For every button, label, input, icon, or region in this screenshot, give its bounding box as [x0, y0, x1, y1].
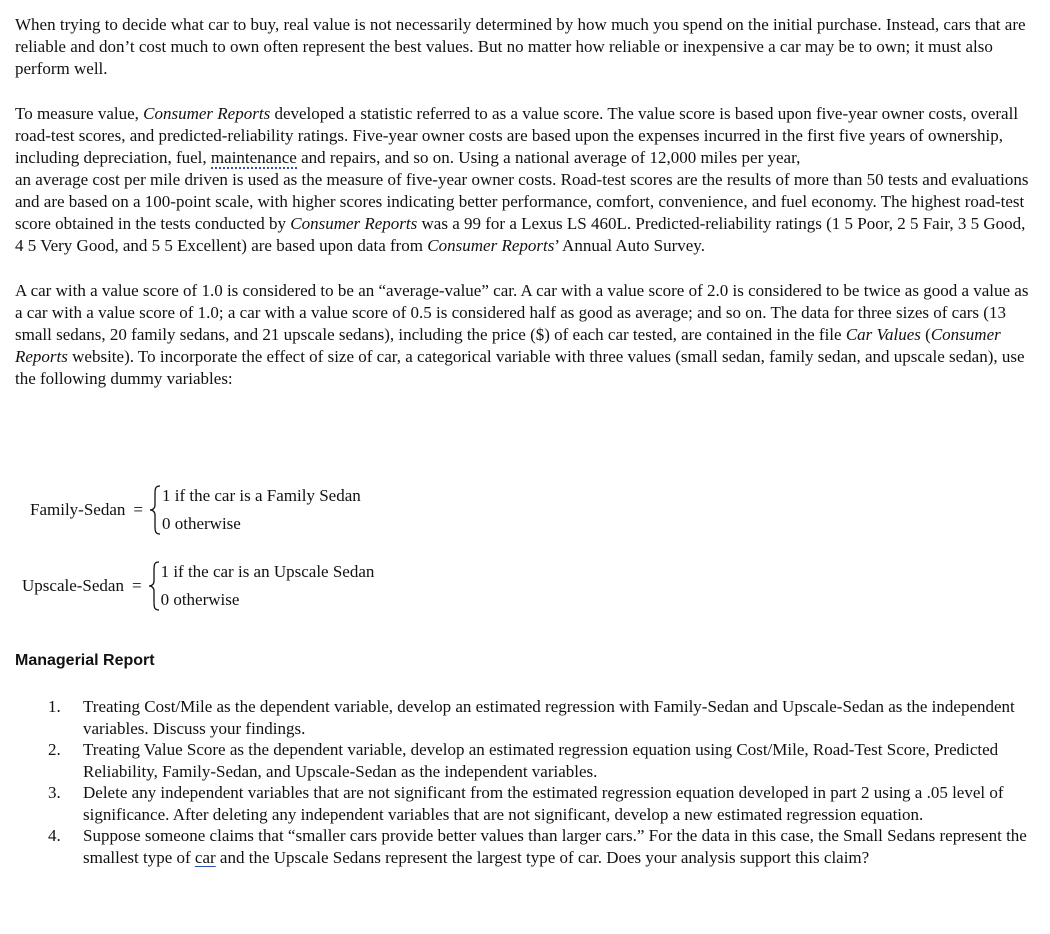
publication-name: Consumer Reports — [290, 214, 418, 233]
text-run: ( — [920, 325, 931, 344]
spellcheck-word[interactable]: maintenance — [210, 148, 297, 167]
equation-lhs: Family-Sedan — [30, 500, 126, 519]
list-number: 1. — [48, 697, 61, 716]
list-text — [83, 825, 1038, 868]
equals-sign: = — [133, 500, 143, 519]
list-item — [48, 825, 1038, 868]
list-number: 3. — [48, 783, 61, 802]
equation-lhs: Upscale-Sedan — [22, 576, 124, 595]
list-item — [48, 739, 1038, 782]
text-run: was a 99 for a Lexus LS 460L. Predicted-reliability ratings (1 5 Poor, 2 5 Fair, 3 5 Good, 4 5 Very Good, and 5 5 Excellent) are based upon data from — [15, 214, 1026, 255]
left-brace-icon — [148, 561, 160, 611]
file-name: Car Values — [845, 325, 921, 344]
equals-sign: = — [131, 576, 142, 595]
text-run: Suppose someone claims that “smaller cars provide better values than larger cars.” For the data in this case, the Small Sedans represent the smallest type of — [83, 826, 1027, 867]
equation-case-2: 0 otherwise — [160, 590, 240, 609]
equation-case-2: 0 otherwise — [161, 514, 241, 533]
dummy-variable-paragraph — [15, 280, 1038, 390]
text-run: an average cost per mile driven is used as the measure of five-year owner costs. Road-test scores are the results of more than 50 tests and evaluations and are based on a 100-point scale, with higher scores indicating better performance, comfort, convenience, and fuel economy. The highest road-test score obtained in the tests conducted by — [15, 170, 1029, 233]
list-text: Treating Cost/Mile as the dependent variable, develop an estimated regression with Family-Sedan and Upscale-Sedan as the independent variables. Discuss your findings. — [83, 697, 1015, 738]
list-number: 2. — [48, 740, 61, 759]
text-run: and repairs, and so on. Using a national average of 12,000 miles per year, — [296, 148, 801, 167]
text-run: and the Upscale Sedans represent the largest type of car. Does your analysis support this claim? — [215, 847, 870, 867]
publication-name: Consumer Reports — [143, 104, 271, 123]
text-run: website). To incorporate the effect of size of car, a categorical variable with three values (small sedan, family sedan, and upscale sedan), use the following dummy variables: — [15, 347, 1025, 388]
intro-paragraph: When trying to decide what car to buy, real value is not necessarily determined by how much you spend on the initial purchase. Instead, cars that are reliable and don’t cost much to own often represent the best values. But no matter how reliable or inexpensive a car may be to own; it must also perform well. — [15, 15, 1026, 78]
publication-name: Consumer Reports — [427, 236, 555, 255]
text-run: ’ Annual Auto Survey. — [554, 236, 705, 255]
list-item — [48, 782, 1038, 825]
equation-case-1: 1 if the car is a Family Sedan — [161, 486, 361, 505]
report-list — [48, 696, 1038, 868]
list-text: Delete any independent variables that are not significant from the estimated regression equation developed in part 2 using a .05 level of significance. After deleting any independent variables that are not significant, develop a new estimated regression equation. — [83, 783, 1004, 824]
publication-name: Consumer Reports — [15, 325, 1001, 366]
text-run: A car with a value score of 1.0 is considered to be an “average-value” car. A car with a value score of 2.0 is considered to be twice as good a value as a car with a value score of 1.0; a car with a value score of 0.5 is considered half as good as average; and so on. The data for three sizes of cars (13 small sedans, 20 family sedans, and 21 upscale sedans), including the price ($) of each car tested, are contained in the file — [15, 281, 1029, 344]
family-sedan-equation — [30, 482, 361, 538]
text-run: To measure value, — [15, 104, 144, 123]
equation-case-1: 1 if the car is an Upscale Sedan — [160, 562, 375, 581]
grammar-check-word[interactable]: car — [194, 847, 216, 867]
value-score-paragraph — [15, 103, 1038, 257]
list-number: 4. — [48, 826, 61, 845]
text-run: developed a statistic referred to as a value score. The value score is based upon five-year owner costs, overall road-test scores, and predicted-reliability ratings. Five-year owner costs are based upon the expenses incurred in the first five years of ownership, including depreciation, fuel, — [15, 104, 1019, 167]
list-item — [48, 696, 1038, 739]
upscale-sedan-equation — [22, 558, 374, 614]
list-text: Treating Value Score as the dependent variable, develop an estimated regression equation using Cost/Mile, Road-Test Score, Predicted Reliability, Family-Sedan, and Upscale-Sedan as the independent variables. — [83, 740, 999, 781]
left-brace-icon — [149, 485, 161, 535]
managerial-report-heading: Managerial Report — [15, 652, 155, 669]
